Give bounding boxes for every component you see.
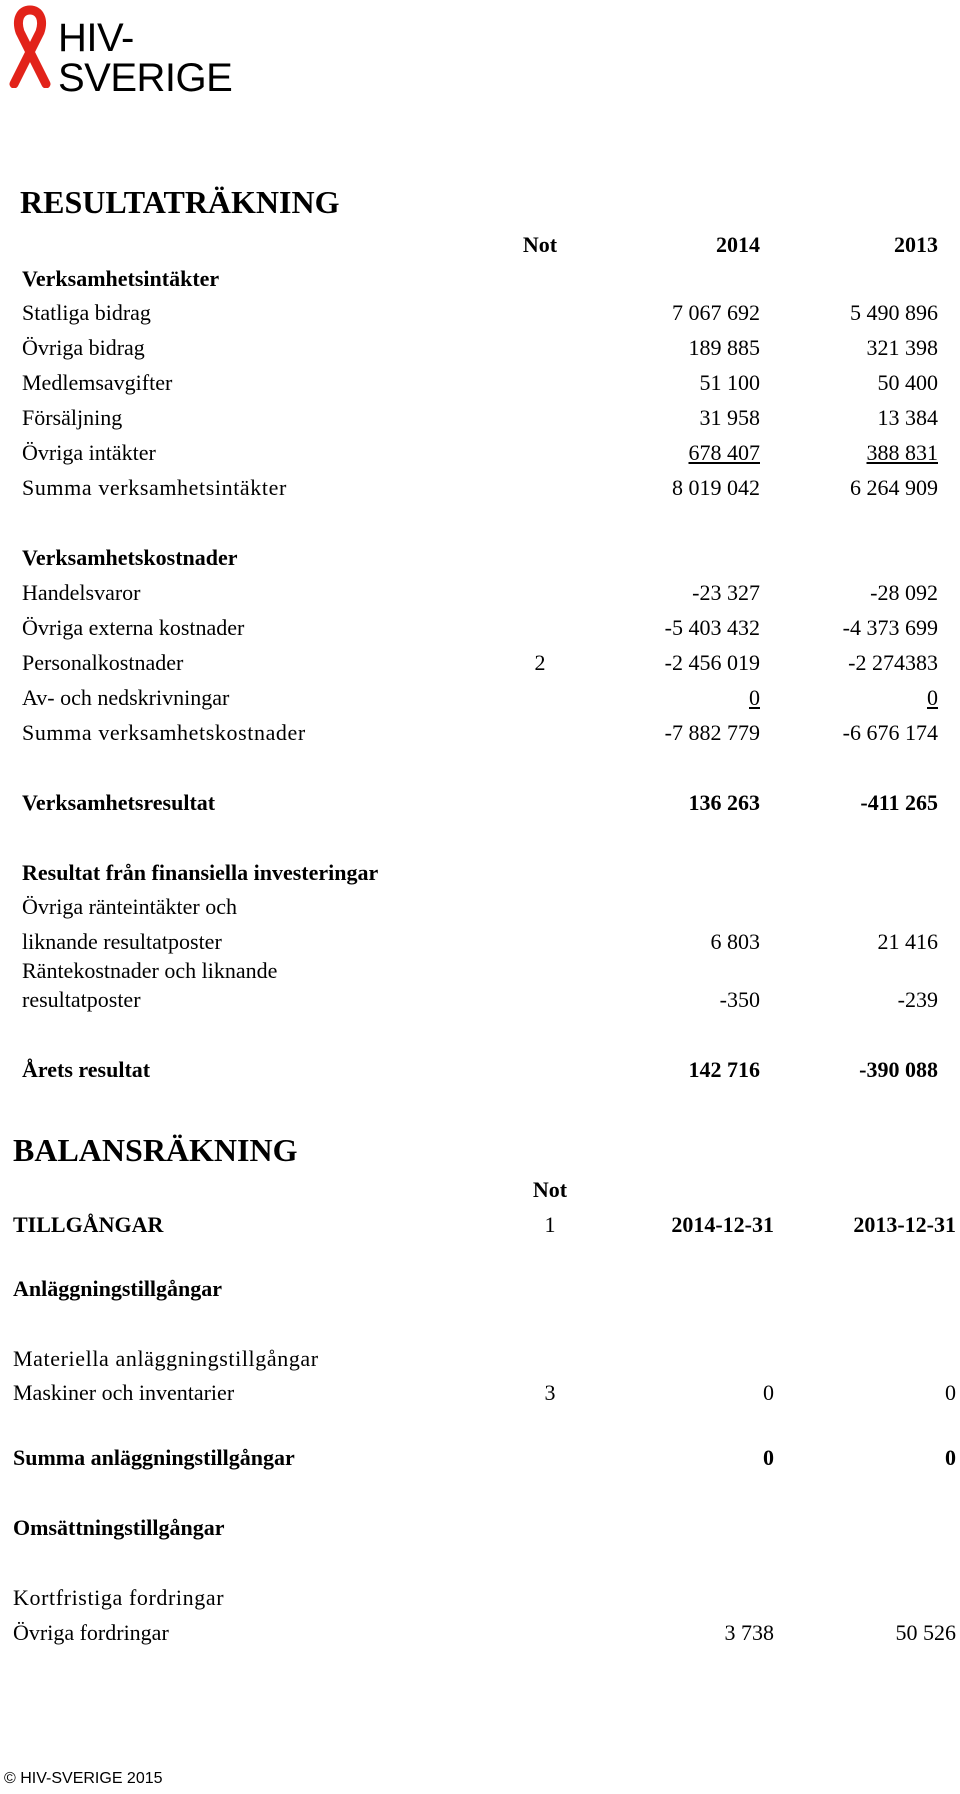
value-2013: -4 373 699 (842, 615, 938, 640)
value-2014: -2 456 019 (664, 650, 760, 675)
section-heading-row (0, 262, 960, 296)
table-row (0, 681, 960, 715)
value-2014: 0 (763, 1445, 774, 1470)
subsection-heading-row (0, 1342, 960, 1376)
total-row (0, 471, 960, 505)
row-label: Övriga externa kostnader (22, 615, 245, 640)
value-2014: -5 403 432 (664, 615, 760, 640)
operating-income-heading: Verksamhetsintäkter (22, 266, 220, 291)
column-header-2013: 2013-12-31 (853, 1212, 956, 1237)
note-reference: 3 (544, 1380, 556, 1405)
column-header-not: Not (532, 1177, 568, 1202)
operating-result-row (0, 786, 960, 820)
row-label: resultatposter (22, 987, 141, 1012)
table-row (0, 1376, 960, 1410)
value-2014: 142 716 (688, 1057, 760, 1082)
income-statement-title: RESULTATRÄKNING (20, 184, 340, 220)
value-2014: -350 (719, 987, 760, 1012)
value-2014: 3 738 (724, 1620, 774, 1645)
tangible-assets-heading: Materiella anläggningstillgångar (13, 1346, 319, 1371)
value-2013: 50 526 (895, 1620, 956, 1645)
row-label: Verksamhetsresultat (22, 790, 216, 815)
row-label: Övriga intäkter (22, 440, 156, 465)
value-2014: 0 (763, 1380, 774, 1405)
column-header-2014: 2014-12-31 (671, 1212, 774, 1237)
table-row (0, 646, 960, 680)
financial-heading: Resultat från finansiella investeringar (22, 860, 379, 885)
value-2013: 0 (927, 685, 938, 710)
value-2014: -7 882 779 (664, 720, 760, 745)
table-row (0, 436, 960, 470)
total-row (0, 716, 960, 750)
balance-not-header-row (0, 1173, 960, 1207)
value-2014: 678 407 (688, 440, 760, 465)
value-2013: 21 416 (877, 929, 938, 954)
value-2013: -390 088 (859, 1057, 938, 1082)
section-heading-row (0, 856, 960, 890)
value-2013: -239 (897, 987, 938, 1012)
table-row (0, 890, 960, 924)
row-label: Övriga fordringar (13, 1620, 169, 1645)
value-2013: 50 400 (877, 370, 938, 395)
fixed-assets-heading: Anläggningstillgångar (13, 1276, 223, 1301)
footer-copyright: © HIV-SVERIGE 2015 (4, 1770, 163, 1787)
table-row (0, 611, 960, 645)
value-2014: 136 263 (688, 790, 760, 815)
table-row (0, 366, 960, 400)
value-2013: 6 264 909 (850, 475, 938, 500)
value-2014: 31 958 (699, 405, 760, 430)
value-2014: 0 (749, 685, 760, 710)
row-label: Statliga bidrag (22, 300, 151, 325)
table-row (0, 1616, 960, 1650)
note-reference: 1 (544, 1212, 556, 1237)
table-row (0, 576, 960, 610)
value-2014: 8 019 042 (672, 475, 760, 500)
table-row (0, 401, 960, 435)
column-header-2013: 2013 (894, 232, 938, 257)
section-heading-row (0, 541, 960, 575)
balance-header-row (0, 1208, 960, 1242)
operating-costs-heading: Verksamhetskostnader (22, 545, 238, 570)
value-2014: 6 803 (710, 929, 760, 954)
table-row (0, 331, 960, 365)
current-assets-heading: Omsättningstillgångar (13, 1515, 225, 1540)
value-2014: 7 067 692 (672, 300, 760, 325)
row-label: Summa verksamhetskostnader (22, 720, 306, 745)
value-2013: 13 384 (877, 405, 938, 430)
row-label: Övriga ränteintäkter och (22, 894, 238, 919)
section-heading-row (0, 1272, 960, 1306)
value-2014: 51 100 (699, 370, 760, 395)
row-label: Försäljning (22, 405, 123, 430)
receivables-heading: Kortfristiga fordringar (13, 1585, 225, 1610)
row-label: Räntekostnader och liknande (22, 958, 278, 983)
value-2013: 0 (945, 1445, 956, 1470)
value-2013: 388 831 (866, 440, 938, 465)
value-2013: -6 676 174 (842, 720, 938, 745)
subsection-heading-row (0, 1581, 960, 1615)
column-header-not: Not (522, 232, 558, 257)
red-ribbon-icon (6, 4, 66, 88)
row-label: Av- och nedskrivningar (22, 685, 230, 710)
row-label: Övriga bidrag (22, 335, 145, 360)
section-heading-row (0, 1511, 960, 1545)
row-label: Personalkostnader (22, 650, 184, 675)
column-header-2014: 2014 (716, 232, 760, 257)
income-header-row (0, 228, 960, 262)
logo (6, 4, 306, 100)
row-label: Handelsvaror (22, 580, 141, 605)
row-label: Summa anläggningstillgångar (13, 1445, 295, 1470)
note-reference: 2 (534, 650, 546, 675)
assets-heading: TILLGÅNGAR (13, 1212, 164, 1237)
balance-sheet-title: BALANSRÄKNING (13, 1132, 298, 1168)
value-2014: 189 885 (688, 335, 760, 360)
row-label: Summa verksamhetsintäkter (22, 475, 287, 500)
total-row (0, 1441, 960, 1475)
value-2013: 5 490 896 (850, 300, 938, 325)
value-2013: -411 265 (860, 790, 938, 815)
row-label: Årets resultat (22, 1057, 151, 1082)
row-label: liknande resultatposter (22, 929, 222, 954)
year-result-row (0, 1053, 960, 1087)
row-label: Medlemsavgifter (22, 370, 173, 395)
logo-text: HIV-SVERIGE (58, 16, 233, 100)
value-2013: 0 (945, 1380, 956, 1405)
table-row (0, 296, 960, 330)
value-2013: -28 092 (870, 580, 938, 605)
value-2013: 321 398 (866, 335, 938, 360)
row-label: Maskiner och inventarier (13, 1380, 235, 1405)
value-2013: -2 274383 (848, 650, 938, 675)
table-row (0, 983, 960, 1017)
value-2014: -23 327 (692, 580, 760, 605)
